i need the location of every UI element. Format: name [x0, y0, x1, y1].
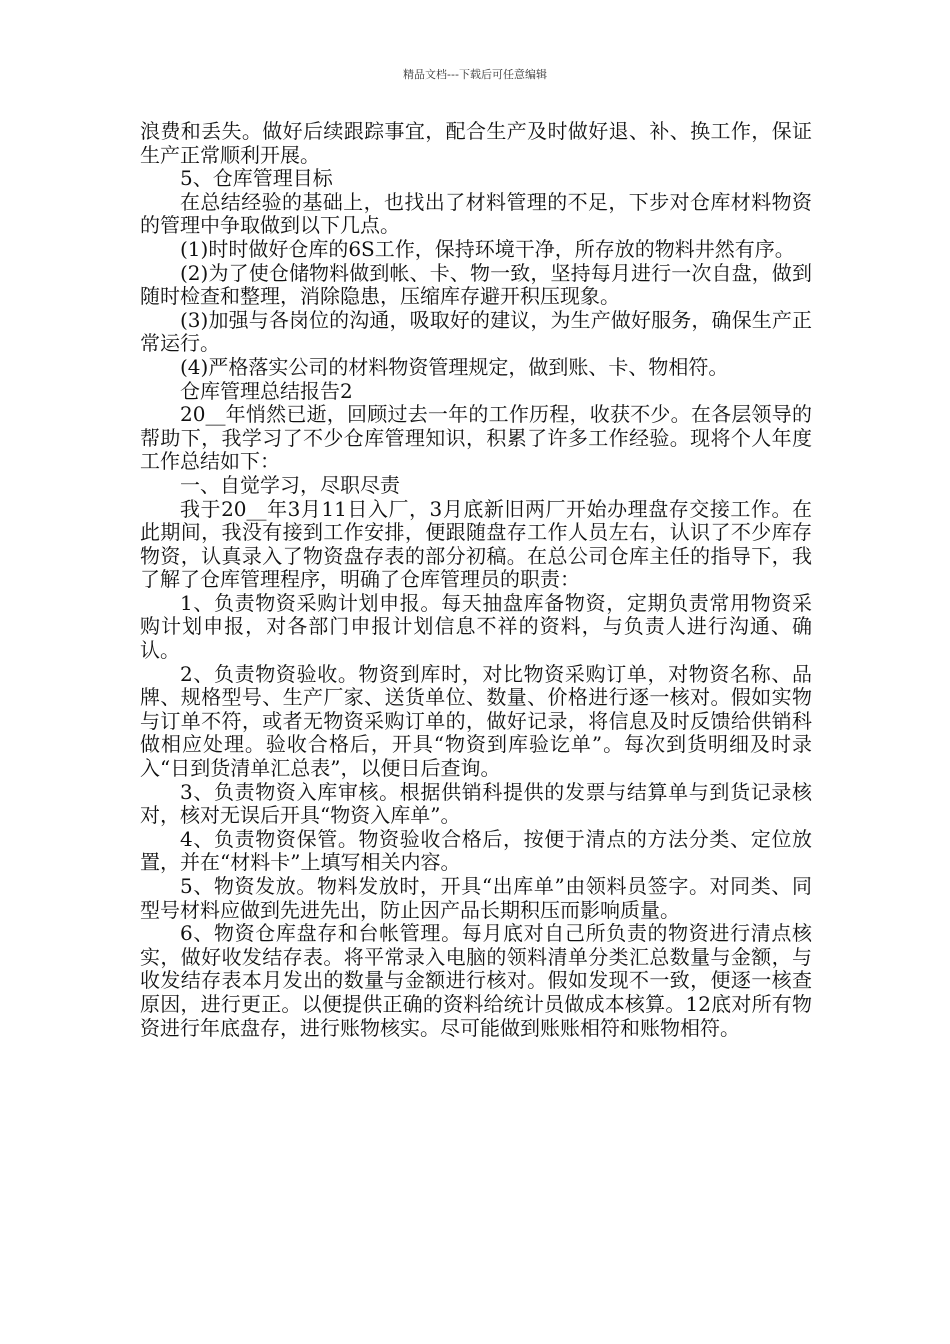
- list-item: (2)为了使仓储物料做到帐、卡、物一致，坚持每月进行一次自盘，做到随时检查和整理，消除隐患，压缩库存避开积压现象。: [140, 260, 812, 309]
- list-item: 3、负责物资入库审核。根据供销科提供的发票与结算单与到货记录核对，核对无误后开具“物资入库单”。: [140, 779, 812, 828]
- document-body: [140, 120, 812, 1040]
- list-item: (4)严格落实公司的材料物资管理规定，做到账、卡、物相符。: [180, 354, 729, 379]
- page-header: 精品文档---下载后可任意编辑: [403, 68, 547, 81]
- section-heading: 5、仓库管理目标: [180, 166, 333, 191]
- list-item: 5、物资发放。物料发放时，开具“出库单”由领料员签字。对同类、同型号材料应做到先进先出，防止因产品长期积压而影响质量。: [140, 874, 812, 922]
- list-item: 1、负责物资采购计划申报。每天抽盘库备物资，定期负责常用物资采购计划申报，对各部门申报计划信息不祥的资料，与负责人进行沟通、确认。: [140, 590, 812, 663]
- paragraph: 我于20__年3月11日入厂，3月底新旧两厂开始办理盘存交接工作。在此期间，我没有接到工作安排，便跟随盘存工作人员左右，认识了不少库存物资，认真录入了物资盘存表的部分初稿。在总公司仓库主任的指导下，我了解了仓库管理程序，明确了仓库管理员的职责：: [140, 496, 812, 592]
- section-heading: 一、自觉学习，尽职尽责: [180, 472, 400, 497]
- list-item: 6、物资仓库盘存和台帐管理。每月底对自己所负责的物资进行清点核实，做好收发结存表。将平常录入电脑的领料清单分类汇总数量与金额，与收发结存表本月发出的数量与金额进行核对。假如发现不一致，便逐一核查原因，进行更正。以便提供正确的资料给统计员做成本核算。12底对所有物资进行年底盘存，进行账物核实。尽可能做到账账相符和账物相符。: [140, 921, 812, 1040]
- list-item: 4、负责物资保管。物资验收合格后，按便于清点的方法分类、定位放置，并在“材料卡”上填写相关内容。: [140, 826, 812, 875]
- paragraph: 20__年悄然已逝，回顾过去一年的工作历程，收获不少。在各层领导的帮助下，我学习了不少仓库管理知识，积累了许多工作经验。现将个人年度工作总结如下：: [140, 402, 812, 474]
- list-item: 2、负责物资验收。物资到库时，对比物资采购订单，对物资名称、品牌、规格型号、生产厂家、送货单位、数量、价格进行逐一核对。假如实物与订单不符，或者无物资采购订单的，做好记录，将信息及时反馈给供销科做相应处理。验收合格后，开具“物资到库验讫单”。每次到货明细及时录入“日到货清单汇总表”，以便日后查询。: [140, 661, 812, 781]
- list-item: (1)时时做好仓库的6S工作，保持环境干净，所存放的物料井然有序。: [180, 236, 795, 261]
- paragraph: 在总结经验的基础上，也找出了材料管理的不足，下步对仓库材料物资的管理中争取做到以下几点。: [140, 189, 812, 238]
- list-item: (3)加强与各岗位的沟通，吸取好的建议，为生产做好服务，确保生产正常运行。: [140, 307, 812, 356]
- paragraph: 浪费和丢失。做好后续跟踪事宜，配合生产及时做好退、补、换工作，保证生产正常顺利开展。: [140, 119, 812, 167]
- report-title: 仓库管理总结报告2: [180, 378, 353, 403]
